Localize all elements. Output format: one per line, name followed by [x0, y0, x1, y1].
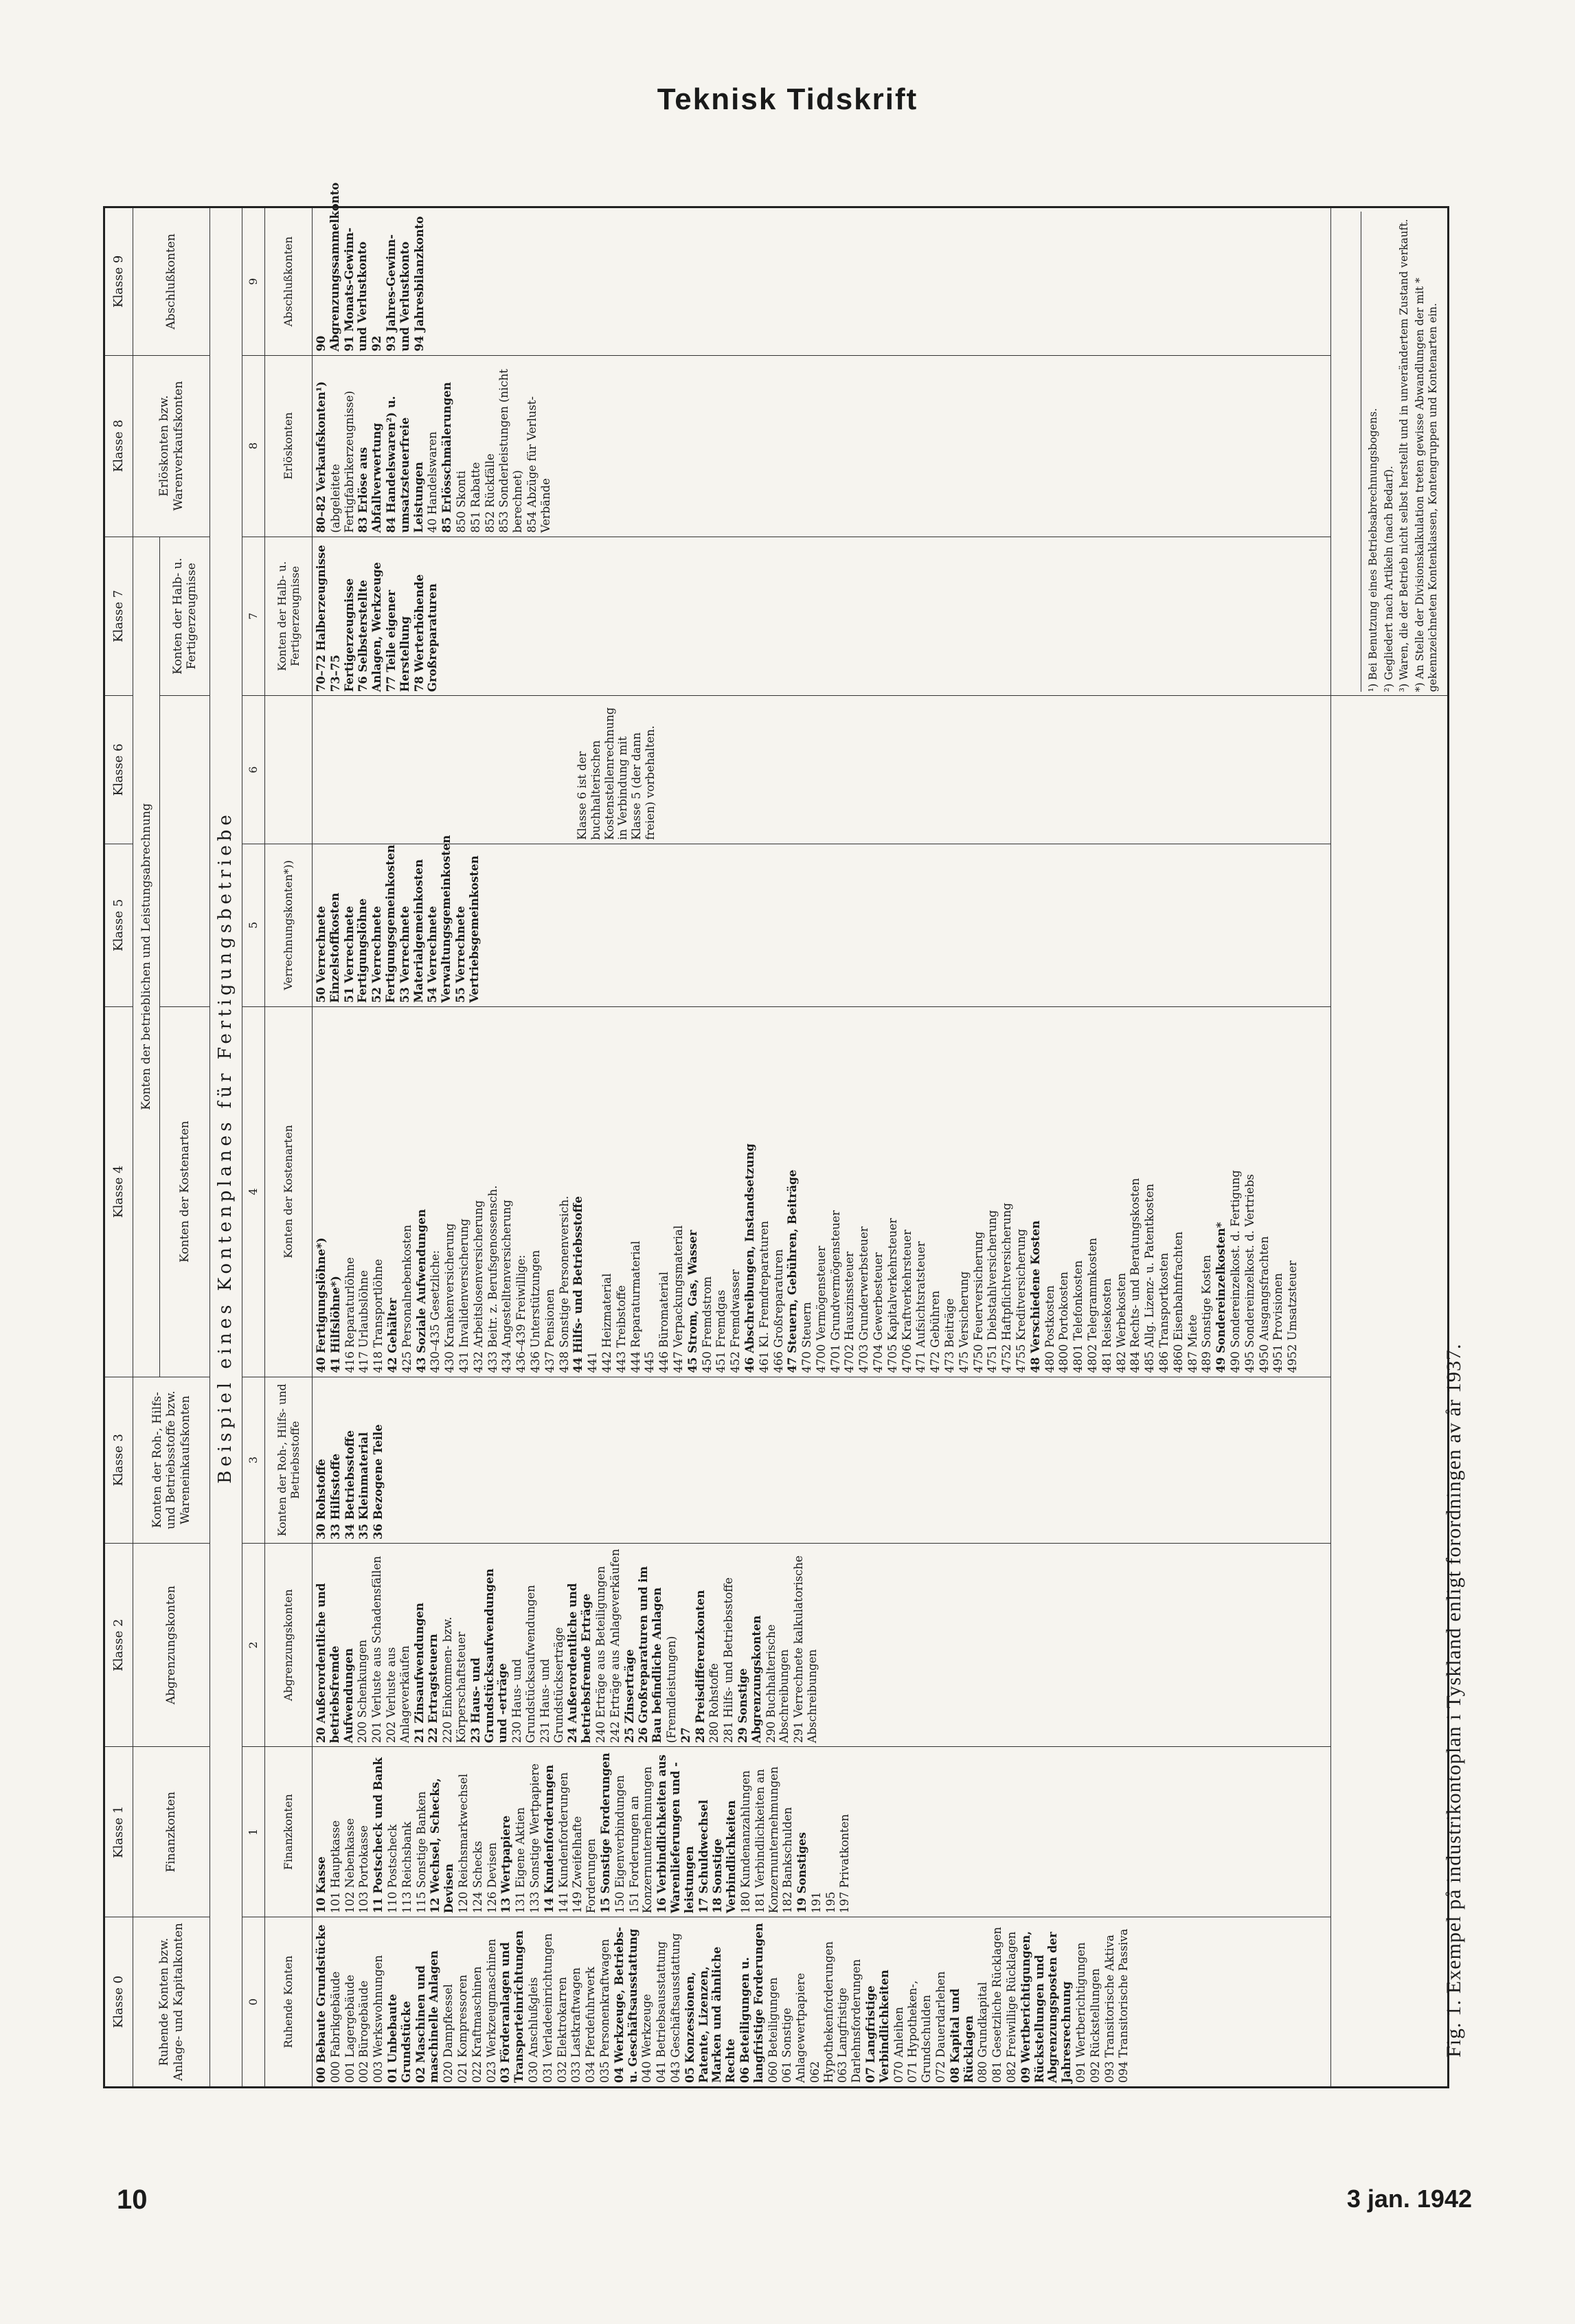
accounts-row [313, 207, 1331, 2088]
account-entry: 126 Devisen [485, 1842, 499, 1914]
account-entry: 40 Fertigungslöhne*) [315, 1237, 328, 1373]
account-entry: 473 Beiträge [943, 1298, 957, 1373]
account-entry: 42 Gehälter [385, 1298, 399, 1373]
account-entry: 418 Transportlöhne [372, 1259, 385, 1373]
account-entry: 44 Hilfs- und Betriebsstoffe [571, 1196, 585, 1373]
account-entry: 487 Miete [1186, 1314, 1199, 1373]
account-entry: 002 Bürogebäude [357, 1981, 371, 2083]
class-label: Klasse 1 [104, 1747, 133, 1917]
account-entry: 000 Fabrikgebäude [328, 1971, 342, 2083]
account-entry: 063 Langfristige Darlehnsforderungen [836, 1959, 863, 2083]
account-entry: 466 Großreparaturen [771, 1249, 785, 1373]
accounts-cell-4 [313, 1006, 1331, 1377]
account-entry: 061 Sonstige Anlagewertpapiere [780, 1972, 808, 2083]
account-entry: 022 Kraftmaschinen [470, 1966, 484, 2083]
column-name: Erlöskonten [265, 355, 313, 537]
class-label: Klasse 9 [104, 207, 133, 356]
account-entry: 102 Nebenkasse [343, 1818, 356, 1914]
account-entry: 06 Beteiligungen u. langfristige Forderungen [738, 1923, 765, 2083]
account-entry: 33 Hilfsstoffe [328, 1453, 342, 1540]
account-entry: 11 Postscheck und Bank [372, 1757, 385, 1914]
account-entry: 90 Abgrenzungssammelkonto [315, 182, 341, 352]
account-entry: 182 Bankschulden [781, 1807, 795, 1914]
account-entry: 23 Haus- und Grundstücksaufwendungen und -erträge [468, 1568, 510, 1744]
account-entry: 08 Kapital und Rücklagen [948, 1988, 975, 2083]
account-entry: 220 Einkommen- bzw. Körperschaftsteuer [441, 1616, 468, 1744]
account-entry: Klasse 6 ist der buchhalterischen Kostenstellenrechnung in Verbindung mit Klasse 5 (der dann freien) vorbehalten. [576, 707, 657, 840]
column-name-row [265, 207, 313, 2088]
account-entry: 77 Teile eigener Herstellung [384, 589, 411, 692]
account-entry: 73–75 Fertigerzeugnisse [328, 578, 356, 692]
class-label: Klasse 7 [104, 537, 133, 696]
accounts-cell-1 [313, 1747, 1331, 1917]
account-entry: 41 Hilfslöhne*) [328, 1276, 342, 1373]
account-entry: 417 Urlaubslöhne [357, 1270, 371, 1373]
account-entry: 4801 Telefonkosten [1072, 1260, 1085, 1373]
column-name: Abschlußkonten [265, 207, 313, 356]
account-entry: 80–82 Verkaufskonten¹) [315, 381, 328, 533]
account-entry: 84 Handelswaren²) u. umsatzsteuerfreie Leistungen [384, 396, 425, 533]
footnote: ³) Waren, die der Betrieb nicht selbst herstellt und in unverändertem Zustand verkauft. [1398, 218, 1411, 692]
accounts-cell-0 [313, 1917, 1331, 2088]
account-entry: 484 Rechts- und Beratungskosten [1129, 1177, 1142, 1373]
account-entry: 51 Verrechnete Fertigungslöhne [342, 898, 370, 1003]
account-entry: 070 Anleihen [892, 2007, 905, 2083]
group-header-betrieb: Konten der betrieblichen und Leistungsabrechnung [133, 537, 160, 1377]
account-entry: 113 Reichsbank [400, 1821, 413, 1914]
column-name: Finanzkonten [265, 1747, 313, 1917]
account-entry: 34 Betriebsstoffe [343, 1430, 356, 1540]
account-entry: 093 Transitorische Aktiva [1102, 1934, 1116, 2083]
class-header-row [104, 207, 133, 2088]
column-name: Konten der Halb- u. Fertigerzeugnisse [265, 537, 313, 696]
account-entry: 430–435 Gesetzliche: [429, 1250, 442, 1373]
account-entry: 115 Sonstige Banken [414, 1791, 428, 1914]
subgroup-header-c5c6 [160, 696, 210, 1007]
account-entry: 442 Heizmaterial [600, 1273, 613, 1373]
account-entry: 043 Geschäftsausstattung [668, 1932, 682, 2083]
account-entry: 120 Reichsmarkwechsel [456, 1773, 470, 1914]
account-entry: 35 Kleinmaterial [357, 1432, 371, 1540]
subgroup-header-c7: Konten der Halb- u. Fertigerzeugnisse [160, 537, 210, 696]
account-entry: 94 Jahresbilanzkonto [412, 216, 426, 352]
account-entry: 92 [370, 335, 384, 352]
account-entry: 53 Verrechnete Materialgemeinkosten [398, 859, 425, 1003]
account-entry: 072 Dauerdarlehen [934, 1971, 948, 2083]
footnotes [1361, 212, 1439, 692]
account-entry: 4950 Ausgangsfrachten [1257, 1236, 1271, 1373]
column-number: 2 [242, 1544, 265, 1747]
account-entry: 4704 Gewerbesteuer [872, 1252, 885, 1373]
account-entry: 18 Sonstige Verbindlichkeiten [711, 1800, 738, 1914]
class-label: Klasse 3 [104, 1377, 133, 1543]
account-entry: 853 Sonderleistungen (nicht berechnet) [497, 369, 525, 533]
account-entry: 85 Erlösschmälerungen [440, 382, 454, 533]
account-entry: 4755 Kreditversicherung [1015, 1228, 1028, 1373]
account-entry: 425 Personalnebenkosten [400, 1224, 413, 1373]
account-entry: 443 Treibstoffe [614, 1285, 628, 1373]
account-entry: 4750 Feuerversicherung [971, 1231, 985, 1373]
account-entry: 081 Gesetzliche Rücklagen [990, 1926, 1004, 2083]
account-entry: 461 Kl. Fremdreparaturen [757, 1221, 771, 1373]
column-number-row [242, 207, 265, 2088]
column-name: Ruhende Konten [265, 1917, 313, 2088]
account-entry: 16 Verbindlichkeiten aus Warenlieferungen und -leistungen [655, 1755, 696, 1914]
account-entry: 22 Ertragsteuern [427, 1634, 440, 1744]
account-entry: 30 Rohstoffe [315, 1458, 328, 1540]
account-entry: 180 Kundenanzahlungen [738, 1770, 752, 1914]
account-entry: 471 Aufsichtsratsteuer [914, 1241, 928, 1373]
group-header-c0: Ruhende Konten bzw. Anlage- und Kapitalkonten [133, 1917, 210, 2088]
account-entry: 082 Freiwillige Rücklagen [1005, 1931, 1019, 2083]
account-entry: 49 Sondereinzelkosten* [1214, 1221, 1228, 1373]
account-entry: 13 Wertpapiere [499, 1815, 513, 1914]
account-entry: 481 Reisekosten [1100, 1278, 1113, 1373]
account-entry: 4952 Umsatzsteuer [1286, 1261, 1300, 1373]
footnote: ²) Gegliedert nach Artikeln (nach Bedarf). [1382, 466, 1395, 692]
account-entry: 031 Verladeeinrichtungen [541, 1933, 554, 2083]
account-entry: 29 Sonstige Abgrenzungskonten [736, 1615, 763, 1744]
account-entry: 023 Werkzeugmaschinen [484, 1939, 498, 2083]
account-entry: 231 Haus- und Grundstückserträge [538, 1627, 565, 1744]
account-entry: 00 Bebaute Grundstücke [315, 1924, 328, 2083]
account-entry: 071 Hypotheken-, Grundschulden [906, 1980, 933, 2083]
account-entry: 480 Postkosten [1043, 1285, 1056, 1373]
account-entry: 04 Werkzeuge, Betriebs- u. Geschäftsausstattung [612, 1926, 639, 2083]
account-entry: 151 Forderungen an Konzernunternehmungen [627, 1766, 655, 1914]
account-entry: 482 Werbekosten [1114, 1272, 1128, 1373]
group-header-c9: Abschlußkonten [133, 207, 210, 356]
account-entry: 437 Pensionen [543, 1289, 556, 1373]
account-entry: 291 Verrechnete kalkulatorische Abschreibungen [792, 1555, 819, 1744]
account-entry: 032 Elektrokarren [555, 1976, 569, 2083]
account-entry: 26 Großreparaturen und im Bau befindliche Anlagen [637, 1566, 664, 1744]
account-entry: 201 Verluste aus Schadensfällen [370, 1556, 384, 1744]
group-header-c2: Abgrenzungskonten [133, 1544, 210, 1747]
account-entry: 021 Kompressoren [455, 1974, 469, 2083]
account-entry: 034 Pferdefuhrwerk [584, 1967, 598, 2083]
account-entry: 4751 Diebstahlversicherung [986, 1210, 999, 1373]
account-entry: 436 Unterstützungen [528, 1250, 542, 1373]
account-entry: 035 Personenkraftwagen [598, 1939, 611, 2083]
account-entry: 40 Handelswaren [426, 431, 440, 533]
account-entry: 490 Sondereinzelkost. d. Fertigung [1229, 1170, 1242, 1373]
account-entry: 438 Sonstige Personenversich. [557, 1195, 571, 1373]
account-entry: 45 Strom, Gas, Wasser [685, 1230, 699, 1373]
account-entry: 475 Versicherung [957, 1271, 971, 1373]
account-entry: 416 Reparaturlöhne [343, 1257, 356, 1373]
account-entry: 195 [824, 1891, 837, 1914]
account-entry: 495 Sondereinzelkost. d. Vertriebs [1243, 1174, 1256, 1373]
subgroup-header-kostenarten: Konten der Kostenarten [160, 1006, 210, 1377]
account-entry: 489 Sonstige Kosten [1200, 1254, 1214, 1373]
column-number: 9 [242, 207, 265, 356]
account-entry: 452 Fremdwasser [729, 1269, 743, 1373]
column-number: 1 [242, 1747, 265, 1917]
account-entry: 14 Kundenforderungen [542, 1764, 556, 1914]
account-entry: 432 Arbeitslosenversicherung [471, 1200, 485, 1373]
account-entry: 43 Soziale Aufwendungen [414, 1208, 428, 1373]
account-entry: 020 Dampfkessel [442, 1984, 455, 2083]
account-entry: 001 Lagergebäude [343, 1974, 356, 2083]
account-entry: 441 [586, 1351, 600, 1373]
account-entry: 76 Selbsterstellte Anlagen, Werkzeuge [356, 562, 384, 692]
column-name [265, 696, 313, 844]
column-number: 7 [242, 537, 265, 696]
account-plan-table [103, 182, 1449, 2088]
account-entry: 003 Werkswohnungen [372, 1955, 385, 2083]
account-entry: 041 Betriebsausstattung [655, 1941, 668, 2083]
account-entry: 15 Sonstige Forderungen [598, 1752, 612, 1914]
class-label: Klasse 2 [104, 1544, 133, 1747]
account-entry: 124 Schecks [471, 1840, 484, 1914]
account-entry: 47 Steuern, Gebühren, Beiträge [786, 1169, 800, 1373]
account-entry: 19 Sonstiges [795, 1832, 809, 1914]
account-entry: (abgeleitete Fertigfabrikerzeugnisse) [328, 390, 356, 533]
account-entry: 28 Preisdifferenzkonten [693, 1590, 707, 1744]
footnote: *) An Stelle der Divisionskalkulation treten gewisse Abwandlungen der mit * gekennzeichneten Kontenklassen, Kontengruppen und Kontenarten ein. [1414, 278, 1439, 692]
account-entry: 854 Abzüge für Verlust-Verbände [525, 396, 552, 533]
account-entry: 131 Eigene Aktien [514, 1807, 528, 1914]
account-entry: 4752 Haftpflichtversicherung [1000, 1202, 1014, 1373]
account-entry: 149 Zweifelhafte Forderungen [571, 1816, 598, 1914]
account-entry: 133 Sonstige Wertpapiere [528, 1763, 541, 1914]
account-entry: 12 Wechsel, Schecks, Devisen [429, 1778, 456, 1914]
account-entry: (Fremdleistungen) [664, 1636, 678, 1744]
account-entry: 431 Invalidenversicherung [457, 1218, 471, 1373]
account-entry: 094 Transitorische Passiva [1117, 1928, 1131, 2083]
account-entry: 09 Wertberichtigungen, Rückstellungen und Abgrenzungsposten der Jahresrechnung [1019, 1931, 1074, 2083]
account-entry: 280 Rohstoffe [707, 1663, 721, 1744]
account-entry: 472 Gebühren [929, 1290, 942, 1373]
account-entry: 030 Anschlußgleis [526, 1977, 540, 2083]
account-entry: 55 Verrechnete Vertriebsgemeinkosten [453, 855, 481, 1003]
column-number: 4 [242, 1006, 265, 1377]
issue-date: 3 jan. 1942 [1346, 2185, 1472, 2213]
account-entry: 4802 Telegrammkosten [1086, 1237, 1100, 1373]
account-entry: 46 Abschreibungen, Instandsetzung [743, 1143, 756, 1373]
account-entry: 447 Verpackungsmaterial [671, 1225, 685, 1373]
account-entry: 451 Fremdgas [714, 1289, 728, 1373]
account-entry: 485 Allg. Lizenz- u. Patentkosten [1143, 1184, 1157, 1373]
account-entry: 110 Postscheck [385, 1824, 399, 1914]
account-entry: 433 Beitr. z. Berufsgenossensch. [486, 1185, 499, 1373]
group-header-c8: Erlöskonten bzw. Warenverkaufskonten [133, 355, 210, 537]
account-entry: 486 Transportkosten [1157, 1252, 1171, 1373]
account-entry: 470 Steuern [800, 1302, 814, 1373]
account-entry: 70–72 Halberzeugnisse [315, 545, 328, 692]
accounts-cell-6 [313, 696, 1331, 844]
group-header-c3: Konten der Roh-, Hilfs- und Betriebsstoffe bzw. Wareneinkaufskonten [133, 1377, 210, 1543]
class-label: Klasse 4 [104, 1006, 133, 1377]
account-entry: 10 Kasse [315, 1856, 328, 1914]
accounts-cell-2 [313, 1544, 1331, 1747]
account-entry: 445 [643, 1351, 657, 1373]
account-entry: 4702 Hauszinssteuer [843, 1251, 857, 1373]
column-name: Verrechnungskonten*)) [265, 844, 313, 1006]
banner-row [210, 207, 242, 2088]
account-entry: 197 Privatkonten [838, 1814, 852, 1914]
footnote: ¹) Bei Benutzung eines Betriebsabrechnungsbogens. [1367, 408, 1380, 692]
account-entry: 850 Skonti [454, 471, 468, 533]
account-entry: 05 Konzessionen, Patente, Lizenzen, Marken und ähnliche Rechte [683, 1946, 738, 2083]
account-entry: 181 Verbindlichkeiten an Konzernunternehmungen [753, 1766, 780, 1914]
account-entry: 060 Beteiligungen [766, 1977, 780, 2083]
account-entry: 52 Verrechnete Fertigungsgemeinkosten [370, 844, 397, 1003]
account-entry: 4701 Grundvermögensteuer [828, 1210, 842, 1373]
account-entry: 20 Außerordentliche und betriebsfremde Aufwendungen [315, 1583, 355, 1744]
account-entry: 48 Verschiedene Kosten [1028, 1220, 1042, 1373]
account-entry: 444 Reparaturmaterial [628, 1241, 642, 1373]
account-entry: 36 Bezogene Teile [372, 1424, 385, 1540]
account-entry: 01 Unbebaute Grundstücke [385, 1994, 413, 2083]
account-entry: 434 Angestelltenversicherung [500, 1199, 514, 1373]
account-entry: 27 [679, 1727, 692, 1744]
account-entry: 4705 Kapitalverkehrsteuer [885, 1218, 899, 1373]
journal-masthead: Teknisk Tidskrift [657, 82, 918, 116]
group-header-c1: Finanzkonten [133, 1747, 210, 1917]
account-entry: 4800 Portokosten [1057, 1272, 1071, 1373]
column-number: 3 [242, 1377, 265, 1543]
group-header-row [133, 207, 160, 2088]
account-entry: 851 Rabatte [468, 462, 482, 533]
account-entry: 4703 Grunderwerbsteuer [857, 1226, 871, 1373]
account-entry: 080 Grundkapital [976, 1981, 990, 2083]
account-entry: 78 Werterhöhende Großreparaturen [412, 574, 440, 692]
account-entry: 25 Zinserträge [622, 1649, 636, 1744]
column-name: Konten der Roh-, Hilfs- und Betriebsstoffe [265, 1377, 313, 1543]
account-entry: 202 Verluste aus Anlageverkäufen [384, 1645, 411, 1744]
class-label: Klasse 6 [104, 696, 133, 844]
account-entry: 191 [809, 1891, 823, 1914]
account-entry: 83 Erlöse aus Abfallverwertung [356, 422, 384, 533]
column-name: Abgrenzungskonten [265, 1544, 313, 1747]
column-number: 0 [242, 1917, 265, 2088]
account-entry: 040 Werkzeuge [640, 1994, 654, 2083]
column-name: Konten der Kostenarten [265, 1006, 313, 1377]
accounts-cell-9 [313, 182, 1331, 356]
account-entry: 150 Eigenverbindungen [613, 1774, 626, 1914]
account-entry: 54 Verrechnete Verwaltungsgemeinkosten [426, 835, 453, 1003]
account-entry: 50 Verrechnete Einzelstoffkosten [315, 892, 341, 1003]
account-entry: 852 Rückfälle [483, 453, 497, 533]
class-label: Klasse 0 [104, 1917, 133, 2088]
accounts-cell-5 [313, 835, 1331, 1006]
account-entry: 4706 Kraftverkehrsteuer [900, 1230, 914, 1373]
account-entry: 4951 Provisionen [1271, 1273, 1285, 1373]
account-entry: 062 Hypothekenforderungen [808, 1941, 835, 2083]
account-entry: 03 Förderanlagen und Transporteinrichtungen [499, 1930, 526, 2083]
footnote-row [1331, 207, 1449, 2088]
account-entry: 24 Außerordentliche und betriebsfremde Erträge [566, 1583, 593, 1744]
table-banner: Beispiel eines Kontenplanes für Fertigungsbetriebe [210, 207, 242, 2088]
account-entry: 240 Erträge aus Beteiligungen [593, 1566, 607, 1744]
accounts-cell-3 [313, 1377, 1331, 1543]
account-entry: 450 Fremdstrom [700, 1276, 714, 1373]
account-entry: 91 Monats-Gewinn- und Verlustkonto [342, 227, 370, 352]
account-entry: 436–439 Freiwillige: [514, 1254, 528, 1373]
account-entry: 103 Portokasse [357, 1825, 371, 1914]
footnotes-cell [1331, 207, 1449, 696]
accounts-cell-7 [313, 537, 1331, 696]
account-entry: 242 Erträge aus Anlageverkäufen [608, 1548, 622, 1744]
account-entry: 4860 Eisenbahnfrachten [1171, 1231, 1185, 1373]
account-entry: 091 Wertberichtigungen [1074, 1942, 1088, 2083]
account-entry: 4700 Vermögensteuer [814, 1245, 828, 1373]
account-entry: 092 Rückstellungen [1088, 1968, 1102, 2083]
class-label: Klasse 8 [104, 355, 133, 537]
figure-caption: Fig. 1. Exempel på industrikontoplan i Tyskland enligt förordningen av år 1937. [1442, 1343, 1465, 2057]
account-entry: 033 Lastkraftwagen [569, 1967, 583, 2083]
account-entry: 430 Krankenversicherung [443, 1223, 457, 1373]
account-entry: 141 Kundenforderungen [556, 1772, 570, 1914]
account-entry: 21 Zinsaufwendungen [412, 1602, 426, 1744]
page-number: 10 [117, 2185, 148, 2215]
class-label: Klasse 5 [104, 844, 133, 1006]
account-entry: 101 Hauptkasse [328, 1820, 342, 1914]
account-entry: 200 Schenkungen [356, 1639, 370, 1744]
account-entry: 07 Langfristige Verbindlichkeiten [864, 1970, 891, 2083]
kontenplan-grid [103, 182, 1449, 2088]
account-entry: 17 Schuldwechsel [696, 1799, 710, 1914]
account-entry: 446 Büromaterial [657, 1272, 671, 1373]
column-number: 6 [242, 696, 265, 844]
account-entry: 93 Jahres-Gewinn- und Verlustkonto [384, 234, 411, 352]
column-number: 8 [242, 355, 265, 537]
account-entry: 290 Buchhalterische Abschreibungen [764, 1624, 791, 1744]
account-entry: 281 Hilfs- und Betriebsstoffe [722, 1577, 736, 1744]
account-entry: 230 Haus- und Grundstücksaufwendungen [510, 1585, 537, 1744]
account-entry: 02 Maschinen und maschinelle Anlagen [413, 1950, 441, 2083]
accounts-cell-8 [313, 355, 1331, 537]
column-number: 5 [242, 844, 265, 1006]
